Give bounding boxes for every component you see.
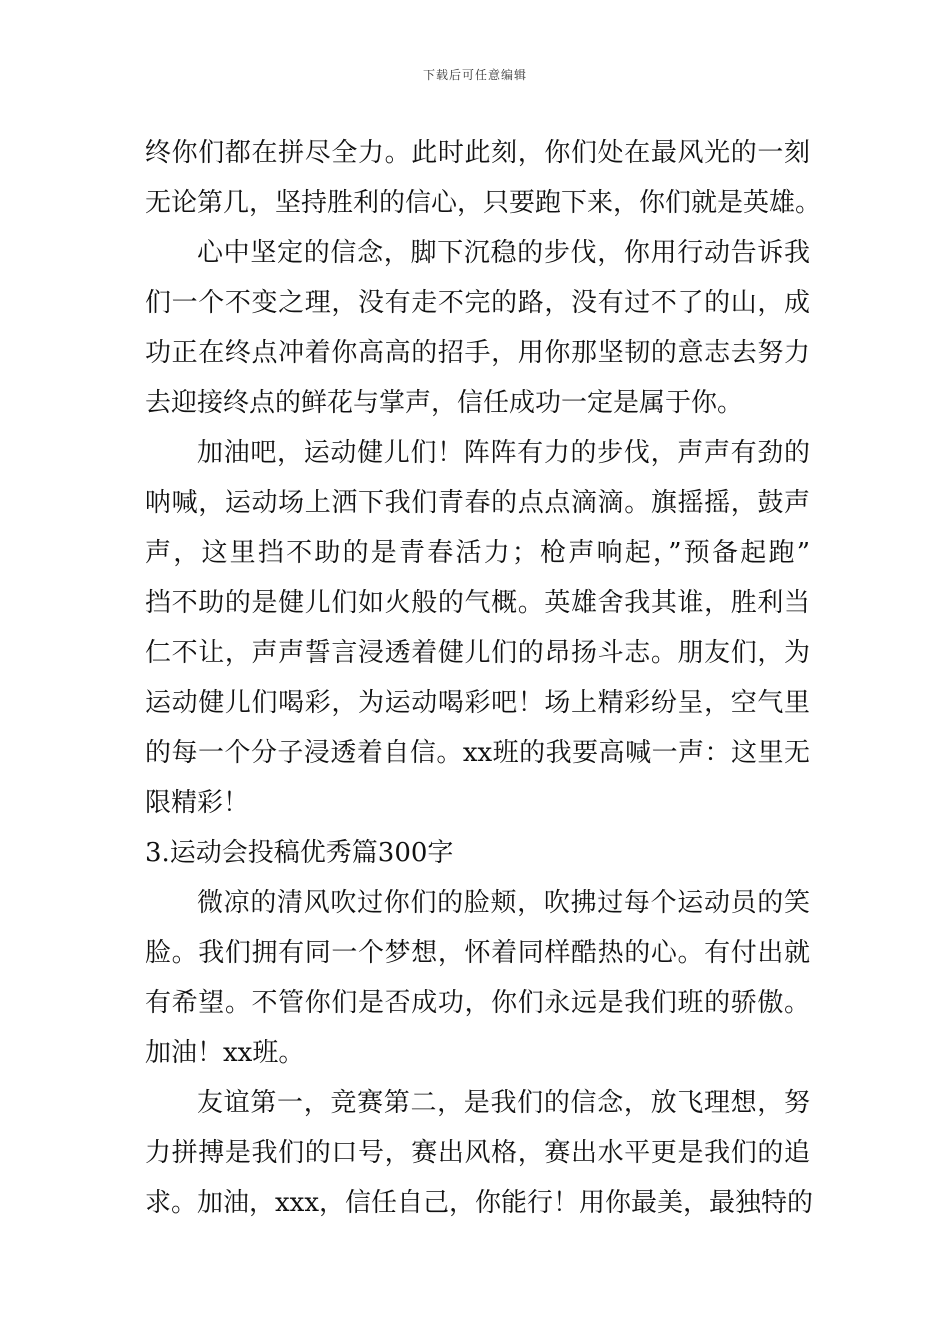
page-header-note: 下载后可任意编辑 xyxy=(422,68,527,82)
paragraph-first-line: 微凉的清风吹过你们的脸颊，吹拂过每个运动员的笑 xyxy=(197,888,810,918)
text-line: 们一个不变之理，没有走不完的路，没有过不了的山，成 xyxy=(145,288,810,318)
text-line: 力拼搏是我们的口号，赛出风格，赛出水平更是我们的追 xyxy=(145,1138,810,1168)
text-line: 有希望。不管你们是否成功，你们永远是我们班的骄傲。 xyxy=(145,988,810,1018)
document-body xyxy=(145,128,822,1228)
paragraph-first-line: 心中坚定的信念，脚下沉稳的步伐，你用行动告诉我 xyxy=(197,238,810,268)
text-line: 终你们都在拼尽全力。此时此刻，你们处在最风光的一刻 xyxy=(145,138,810,168)
text-line: 脸。我们拥有同一个梦想，怀着同样酷热的心。有付出就 xyxy=(145,938,810,968)
text-line: 的每一个分子浸透着自信。xx班的我要高喊一声：这里无 xyxy=(145,738,810,768)
text-line: 求。加油，xxx，信任自己，你能行！用你最美，最独特的 xyxy=(145,1188,813,1218)
text-line: 去迎接终点的鲜花与掌声，信任成功一定是属于你。 xyxy=(145,388,744,418)
text-line: 加油！xx班。 xyxy=(145,1038,305,1068)
text-line: 功正在终点冲着你高高的招手，用你那坚韧的意志去努力 xyxy=(145,338,810,368)
text-line: 仁不让，声声誓言浸透着健儿们的昂扬斗志。朋友们，为 xyxy=(145,638,810,668)
section-heading: 3.运动会投稿优秀篇300字 xyxy=(145,838,454,868)
text-line: 运动健儿们喝彩，为运动喝彩吧！场上精彩纷呈，空气里 xyxy=(145,688,810,718)
text-line: 无论第几，坚持胜利的信心，只要跑下来，你们就是英雄。 xyxy=(145,188,822,218)
paragraph-first-line: 加油吧，运动健儿们！阵阵有力的步伐，声声有劲的 xyxy=(197,438,810,468)
paragraph-first-line: 友谊第一，竞赛第二，是我们的信念，放飞理想，努 xyxy=(197,1088,810,1118)
text-line: 挡不助的是健儿们如火般的气概。英雄舍我其谁，胜利当 xyxy=(145,588,810,618)
text-line: 呐喊，运动场上洒下我们青春的点点滴滴。旗摇摇，鼓声 xyxy=(145,488,810,518)
text-line: 声，这里挡不助的是青春活力；枪声响起，”预备起跑” xyxy=(145,538,810,568)
text-line: 限精彩！ xyxy=(145,788,250,818)
